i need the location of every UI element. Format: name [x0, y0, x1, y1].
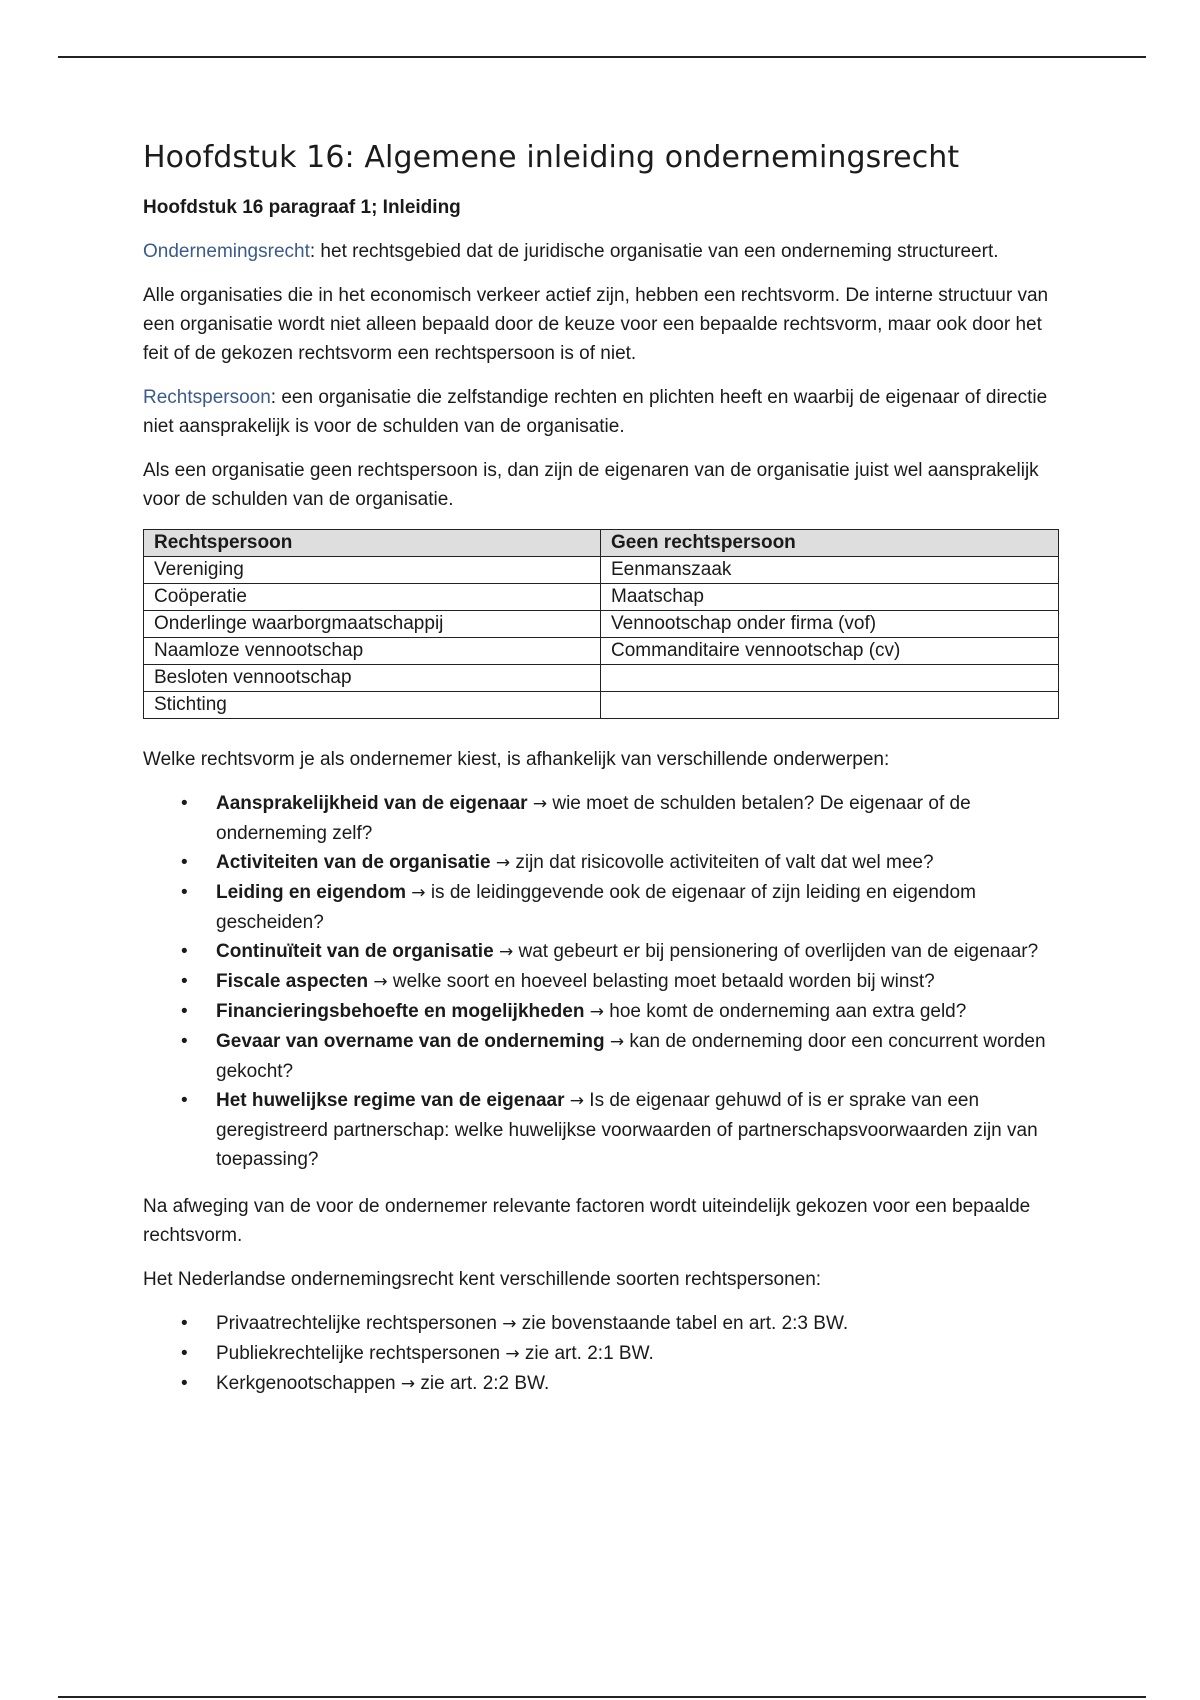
table-cell: Commanditaire vennootschap (cv): [601, 638, 1059, 665]
arrow-right-icon: →: [505, 1344, 520, 1364]
bullet-icon: •: [181, 1313, 188, 1334]
list-item-lead: Leiding en eigendom: [216, 882, 407, 903]
paragraph-onderwerpen: Welke rechtsvorm je als ondernemer kiest, is afhankelijk van verschillende onderwerpen:: [143, 749, 890, 770]
bullet-icon: •: [181, 1373, 188, 1394]
definition-text: : het rechtsgebied dat de juridische organisatie van een onderneming structureert.: [309, 241, 999, 262]
arrow-right-icon: →: [532, 794, 548, 814]
bullet-icon: •: [181, 941, 188, 962]
list-item: [143, 1086, 1063, 1174]
list-item-text: hoe komt de onderneming aan extra geld?: [609, 1001, 967, 1022]
table-row: [144, 692, 1059, 719]
list-item: [143, 1309, 1063, 1339]
list-item: [143, 1369, 1063, 1399]
term-rechtspersoon: Rechtspersoon: [143, 387, 271, 408]
column-header: Rechtspersoon: [144, 530, 601, 557]
table-cell: Vennootschap onder firma (vof): [601, 611, 1059, 638]
table-header-row: [144, 530, 1059, 557]
arrow-right-icon: →: [411, 883, 426, 903]
list-item: [143, 848, 1063, 878]
table-cell: Besloten vennootschap: [144, 665, 601, 692]
bullet-icon: •: [181, 793, 188, 814]
table-cell: Maatschap: [601, 584, 1059, 611]
table-row: [144, 665, 1059, 692]
arrow-right-icon: →: [373, 972, 388, 992]
page-title: Hoofdstuk 16: Algemene inleiding ondernemingsrecht: [143, 140, 960, 175]
list-item: [143, 878, 1063, 937]
list-item-text: Is de eigenaar gehuwd of is er sprake van een geregistreerd partnerschap: welke huwelijkse voorwaarden of partnerschapsvoorwaarden zijn van toepassing?: [216, 1090, 1038, 1170]
bullet-icon: •: [181, 971, 188, 992]
list-item: [143, 1339, 1063, 1369]
list-item-lead: Financieringsbehoefte en mogelijkheden: [216, 1001, 585, 1022]
list-item-text: welke soort en hoeveel belasting moet betaald worden bij winst?: [392, 971, 935, 992]
list-item-lead: Publiekrechtelijke rechtspersonen: [216, 1343, 501, 1364]
arrow-right-icon: →: [400, 1374, 416, 1394]
bullet-icon: •: [181, 852, 188, 873]
rechtsvorm-table: [143, 529, 1059, 719]
bottom-rule: [58, 1696, 1146, 1698]
column-header: Geen rechtspersoon: [601, 530, 1059, 557]
list-item-lead: Privaatrechtelijke rechtspersonen: [216, 1313, 497, 1334]
table-cell: Stichting: [144, 692, 601, 719]
table-cell: Eenmanszaak: [601, 557, 1059, 584]
table-cell: [601, 692, 1059, 719]
list-item-lead: Gevaar van overname van de onderneming: [216, 1031, 605, 1052]
paragraph-aansprakelijk: Als een organisatie geen rechtspersoon is, dan zijn de eigenaren van de organisatie juist wel aansprakelijk voor de schulden van de organisatie.: [143, 460, 1039, 510]
list-item-text: wat gebeurt er bij pensionering of overlijden van de eigenaar?: [518, 941, 1039, 962]
list-item-lead: Fiscale aspecten: [216, 971, 369, 992]
definition-text: : een organisatie die zelfstandige rechten en plichten heeft en waarbij de eigenaar of directie niet aansprakelijk is voor de schulden van de organisatie.: [143, 387, 1048, 437]
list-item-lead: Activiteiten van de organisatie: [216, 852, 491, 873]
list-item-text: wie moet de schulden betalen? De eigenaar of de onderneming zelf?: [216, 793, 971, 844]
list-item-lead: Aansprakelijkheid van de eigenaar: [216, 793, 528, 814]
list-item-text: zie bovenstaande tabel en art. 2:3 BW.: [521, 1313, 849, 1334]
list-item-text: is de leidinggevende ook de eigenaar of zijn leiding en eigendom gescheiden?: [216, 882, 976, 933]
table-row: [144, 584, 1059, 611]
bullet-icon: •: [181, 1001, 188, 1022]
bullet-icon: •: [181, 882, 188, 903]
list-item-text: zie art. 2:2 BW.: [420, 1373, 550, 1394]
table-cell: Coöperatie: [144, 584, 601, 611]
arrow-right-icon: →: [609, 1032, 625, 1052]
arrow-right-icon: →: [502, 1314, 517, 1334]
definition-rechtspersoon: [143, 383, 1063, 441]
arrow-right-icon: →: [495, 853, 511, 873]
list-item: [143, 967, 1063, 997]
document-page: [143, 140, 1063, 1417]
table-cell: Naamloze vennootschap: [144, 638, 601, 665]
bullet-icon: •: [181, 1343, 188, 1364]
bullet-icon: •: [181, 1031, 188, 1052]
paragraph-soorten: Het Nederlandse ondernemingsrecht kent verschillende soorten rechtspersonen:: [143, 1269, 822, 1290]
table-row: [144, 557, 1059, 584]
definition-ondernemingsrecht: [143, 237, 1063, 266]
term-ondernemingsrecht: Ondernemingsrecht: [143, 241, 310, 262]
rechtspersonen-list: [143, 1309, 1063, 1399]
section-heading: Hoofdstuk 16 paragraaf 1; Inleiding: [143, 197, 461, 218]
list-item-text: kan de onderneming door een concurrent worden gekocht?: [216, 1031, 1046, 1082]
bullet-icon: •: [181, 1090, 188, 1111]
arrow-right-icon: →: [498, 942, 514, 962]
table-row: [144, 638, 1059, 665]
paragraph-rechtsvorm: Alle organisaties die in het economisch verkeer actief zijn, hebben een rechtsvorm. De interne structuur van een organisatie wordt niet alleen bepaald door de keuze voor een bepaalde rechtsvorm, maar ook door het feit of de gekozen rechtsvorm een rechtspersoon is of niet.: [143, 285, 1049, 364]
list-item-text: zijn dat risicovolle activiteiten of valt dat wel mee?: [515, 852, 934, 873]
list-item: [143, 789, 1063, 848]
table-cell: Vereniging: [144, 557, 601, 584]
paragraph-afweging: Na afweging van de voor de ondernemer relevante factoren wordt uiteindelijk gekozen voor een bepaalde rechtsvorm.: [143, 1196, 1031, 1246]
list-item-lead: Continuïteit van de organisatie: [216, 941, 494, 962]
arrow-right-icon: →: [569, 1091, 585, 1111]
list-item-lead: Kerkgenootschappen: [216, 1373, 396, 1394]
list-item-lead: Het huwelijkse regime van de eigenaar: [216, 1090, 565, 1111]
arrow-right-icon: →: [589, 1002, 604, 1022]
list-item: [143, 997, 1063, 1027]
list-item: [143, 937, 1063, 967]
table-cell: Onderlinge waarborgmaatschappij: [144, 611, 601, 638]
list-item: [143, 1027, 1063, 1086]
onderwerpen-list: [143, 789, 1063, 1174]
table-cell: [601, 665, 1059, 692]
list-item-text: zie art. 2:1 BW.: [524, 1343, 654, 1364]
table-row: [144, 611, 1059, 638]
top-rule: [58, 56, 1146, 58]
